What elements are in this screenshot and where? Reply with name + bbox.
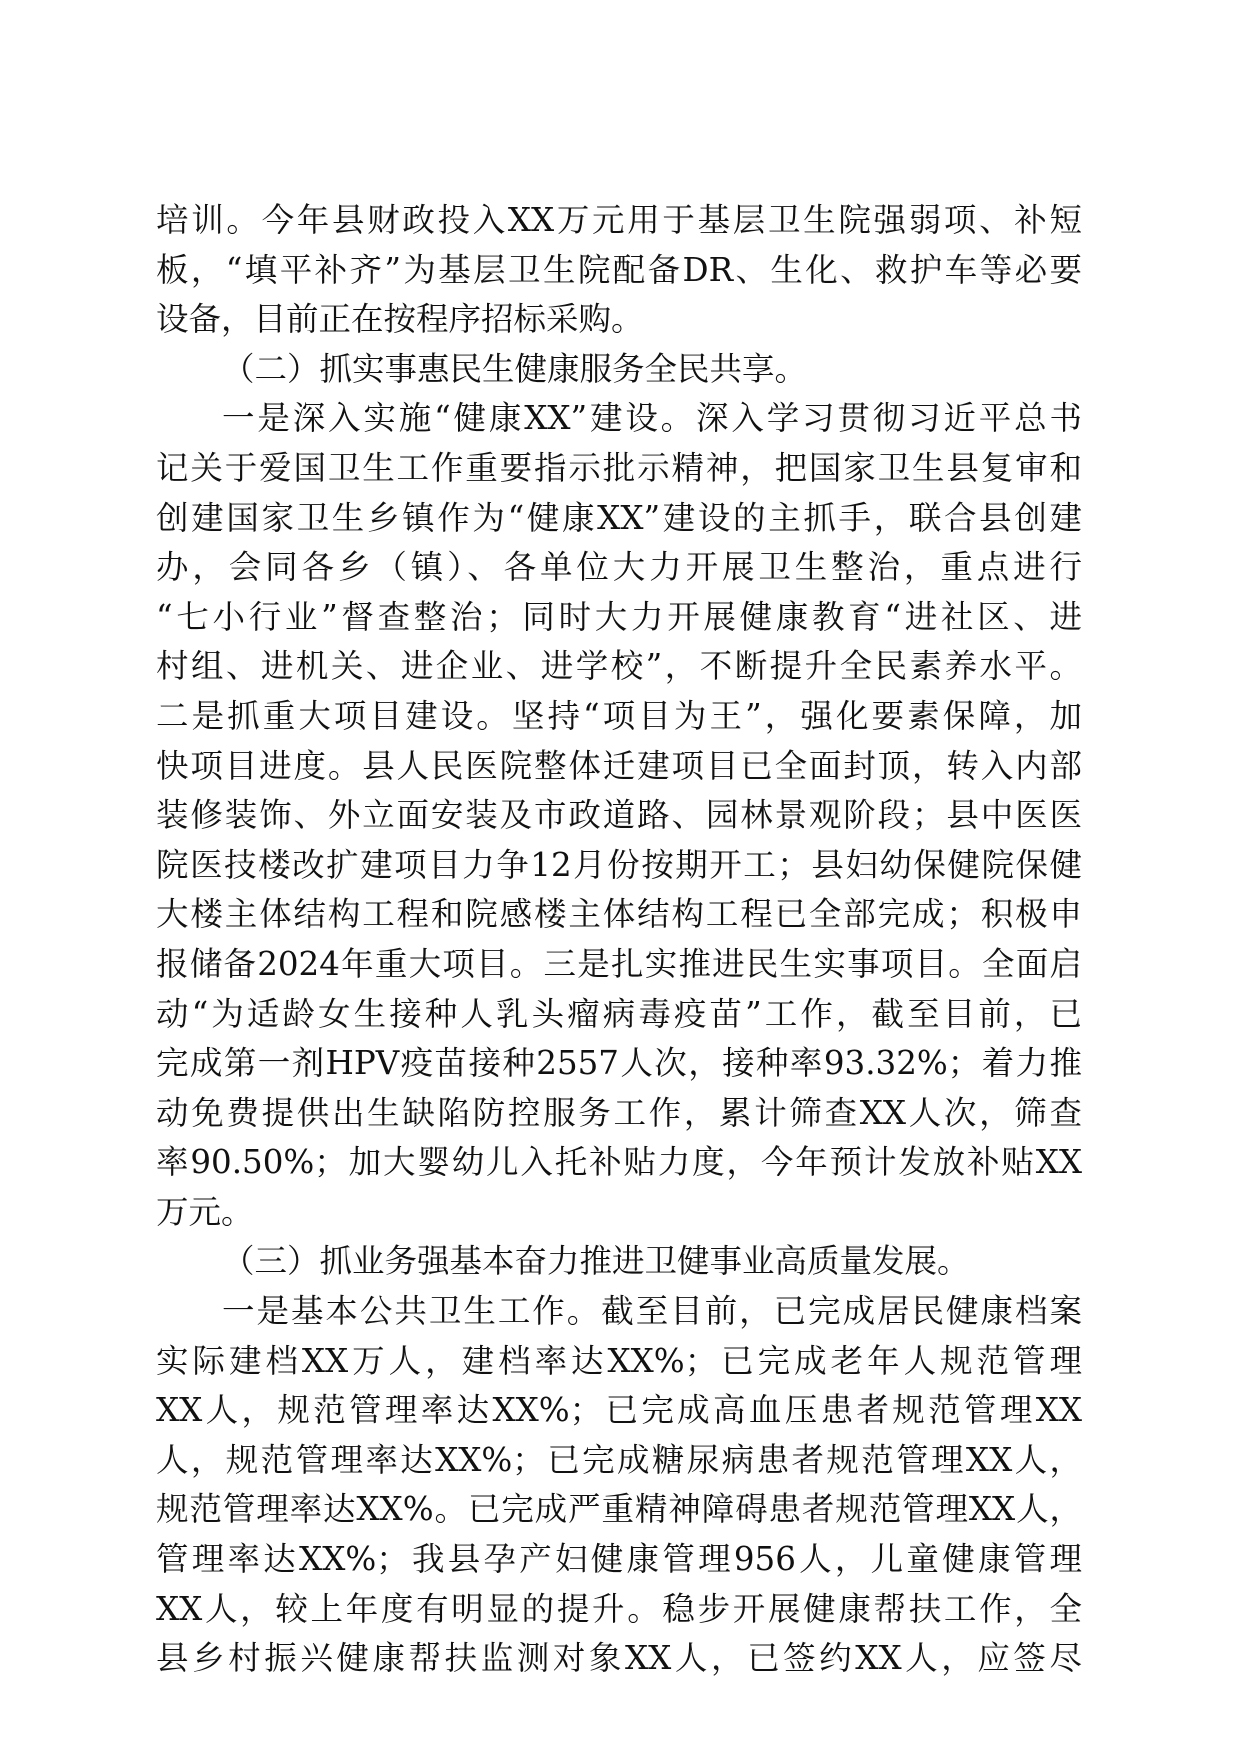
section-heading: （三）抓业务强基本奋力推进卫健事业高质量发展。 bbox=[222, 1242, 970, 1281]
text-line: 动“为适龄女生接种人乳头瘤病毒疫苗”工作，截至目前，已 bbox=[156, 994, 1082, 1033]
text-line: 二是抓重大项目建设。坚持“项目为王”，强化要素保障，加 bbox=[156, 696, 1082, 735]
text-line: 装修装饰、外立面安装及市政道路、园林景观阶段；县中医医 bbox=[156, 796, 1082, 835]
text-line: 县乡村振兴健康帮扶监测对象XX人，已签约XX人，应签尽 bbox=[156, 1639, 1082, 1678]
text-line: 办，会同各乡（镇）、各单位大力开展卫生整治，重点进行 bbox=[156, 548, 1082, 587]
text-line: 村组、进机关、进企业、进学校”，不断提升全民素养水平。 bbox=[156, 647, 1082, 686]
text-line: 院医技楼改扩建项目力争12月份按期开工；县妇幼保健院保健 bbox=[156, 845, 1082, 884]
text-line: “七小行业”督查整治；同时大力开展健康教育“进社区、进 bbox=[156, 597, 1082, 636]
text-line: 管理率达XX%；我县孕产妇健康管理956人，儿童健康管理 bbox=[156, 1540, 1082, 1579]
text-line: 培训。今年县财政投入XX万元用于基层卫生院强弱项、补短 bbox=[156, 201, 1082, 239]
document-page bbox=[156, 196, 1082, 1684]
text-line: 规范管理率达XX%。已完成严重精神障碍患者规范管理XX人， bbox=[156, 1490, 1082, 1529]
text-line: 一是基本公共卫生工作。截至目前，已完成居民健康档案 bbox=[222, 1292, 1082, 1331]
section-heading: （二）抓实事惠民生健康服务全民共享。 bbox=[222, 349, 808, 388]
text-line: 设备，目前正在按程序招标采购。 bbox=[156, 300, 644, 339]
text-line: 完成第一剂HPV疫苗接种2557人次，接种率93.32%；着力推 bbox=[156, 1044, 1082, 1083]
text-line: 创建国家卫生乡镇作为“健康XX”建设的主抓手，联合县创建 bbox=[156, 498, 1082, 537]
text-line: 率90.50%；加大婴幼儿入托补贴力度，今年预计发放补贴XX bbox=[156, 1143, 1082, 1182]
text-line: 板，“填平补齐”为基层卫生院配备DR、生化、救护车等必要 bbox=[156, 250, 1082, 289]
text-line: 报储备2024年重大项目。三是扎实推进民生实事项目。全面启 bbox=[156, 944, 1082, 983]
text-line: 实际建档XX万人，建档率达XX%；已完成老年人规范管理 bbox=[156, 1341, 1082, 1380]
text-line: 记关于爱国卫生工作重要指示批示精神，把国家卫生县复审和 bbox=[156, 448, 1082, 487]
text-line: 快项目进度。县人民医院整体迁建项目已全面封顶，转入内部 bbox=[156, 746, 1082, 785]
text-line: 大楼主体结构工程和院感楼主体结构工程已全部完成；积极申 bbox=[156, 895, 1082, 934]
text-line: 动免费提供出生缺陷防控服务工作，累计筛查XX人次，筛查 bbox=[156, 1093, 1082, 1132]
text-line: XX人，规范管理率达XX%；已完成高血压患者规范管理XX bbox=[156, 1391, 1082, 1430]
text-line: XX人，较上年度有明显的提升。稳步开展健康帮扶工作，全 bbox=[156, 1589, 1082, 1628]
text-line: 人，规范管理率达XX%；已完成糖尿病患者规范管理XX人， bbox=[156, 1440, 1082, 1479]
text-line: 万元。 bbox=[156, 1192, 254, 1231]
text-line: 一是深入实施“健康XX”建设。深入学习贯彻习近平总书 bbox=[222, 399, 1082, 438]
